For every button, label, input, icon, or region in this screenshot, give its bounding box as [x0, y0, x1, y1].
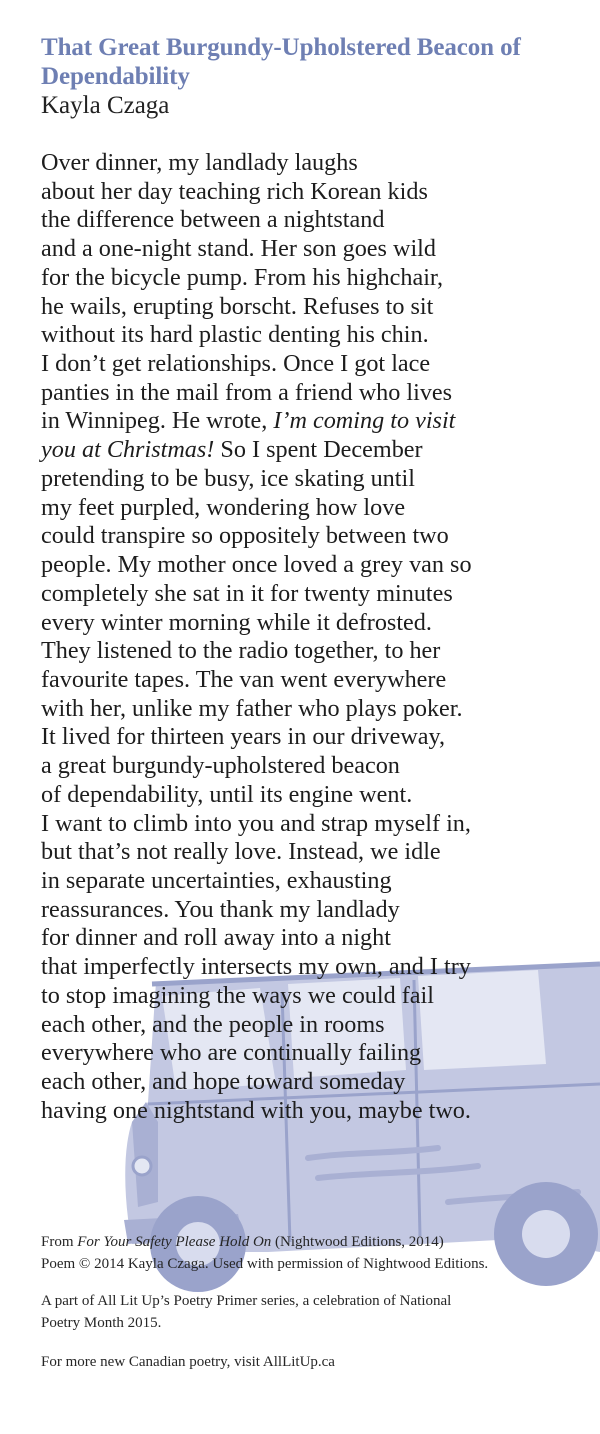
poem-line: for the bicycle pump. From his highchair, [41, 263, 444, 291]
poem-line: my feet purpled, wondering how love [41, 493, 406, 521]
poem-line [41, 436, 472, 465]
poem-line: completely she sat in it for twenty minutes [41, 579, 453, 607]
poem-line: Over dinner, my landlady laughs [41, 149, 358, 176]
poem-line: in separate uncertainties, exhausting [41, 866, 392, 894]
poem-line: favourite tapes. The van went everywhere [41, 665, 447, 693]
author-name: Kayla Czaga [41, 92, 170, 119]
poem-line: every winter morning while it defrosted. [41, 608, 432, 636]
poem-line: each other, and the people in rooms [41, 1010, 385, 1038]
poem-line: with her, unlike my father who plays poker. [41, 694, 463, 722]
poem-line: about her day teaching rich Korean kids [41, 177, 428, 205]
poem-title: That Great Burgundy-Upholstered Beacon of Dependability [41, 34, 521, 90]
poem-line: everywhere who are continually failing [41, 1039, 422, 1067]
poem-line: without its hard plastic denting his chin. [41, 321, 429, 349]
poem-line: the difference between a nightstand [41, 206, 385, 234]
poem-body [41, 149, 472, 1125]
poem-line: for dinner and roll away into a night [41, 924, 391, 952]
poem-line-text: in Winnipeg. He wrote, [41, 407, 274, 435]
publication-info: (Nightwood Editions, 2014) [271, 1234, 444, 1250]
copyright-line: Poem © 2014 Kayla Czaga. Used with permission of Nightwood Editions. [41, 1255, 489, 1272]
poem-line: a great burgundy-upholstered beacon [41, 752, 400, 780]
poem-line: I want to climb into you and strap myself in, [41, 809, 471, 837]
poem-line: They listened to the radio together, to her [41, 637, 441, 665]
website-line: For more new Canadian poetry, visit AllLitUp.ca [41, 1354, 335, 1370]
poem-line: could transpire so oppositely between two [41, 522, 449, 550]
book-title: For Your Safety Please Hold On [77, 1234, 272, 1250]
credits-block [41, 1232, 586, 1374]
spacer [41, 1334, 586, 1352]
poem-line: people. My mother once loved a grey van so [41, 551, 472, 579]
poem-line: that imperfectly intersects my own, and I try [41, 953, 471, 981]
poem-page [41, 33, 586, 1370]
poem-line [41, 407, 472, 436]
poem-line: he wails, erupting borscht. Refuses to sit [41, 292, 434, 320]
series-line: A part of All Lit Up’s Poetry Primer series, a celebration of National [41, 1293, 452, 1309]
source-prefix: From [41, 1234, 78, 1250]
poem-line: each other, and hope toward someday [41, 1068, 406, 1095]
poem-line: of dependability, until its engine went. [41, 780, 413, 808]
poem-line-italic: I’m coming to visit [273, 407, 456, 435]
spacer [41, 1275, 586, 1291]
poem-line: pretending to be busy, ice skating until [41, 464, 415, 492]
poem-line: and a one-night stand. Her son goes wild [41, 235, 436, 263]
poem-line-text: So I spent December [214, 436, 423, 464]
poem-line: but that’s not really love. Instead, we idle [41, 838, 441, 866]
poem-line: panties in the mail from a friend who lives [41, 378, 453, 406]
poem-line: to stop imagining the ways we could fail [41, 981, 434, 1009]
poem-line: I don’t get relationships. Once I got lace [41, 350, 431, 378]
poem-line: having one nightstand with you, maybe two. [41, 1096, 471, 1124]
source-line [41, 1232, 586, 1254]
poem-line: It lived for thirteen years in our driveway, [41, 723, 446, 751]
poem-line-italic: you at Christmas! [41, 436, 215, 464]
poem-line: reassurances. You thank my landlady [41, 895, 400, 923]
series-line: Poetry Month 2015. [41, 1314, 162, 1331]
